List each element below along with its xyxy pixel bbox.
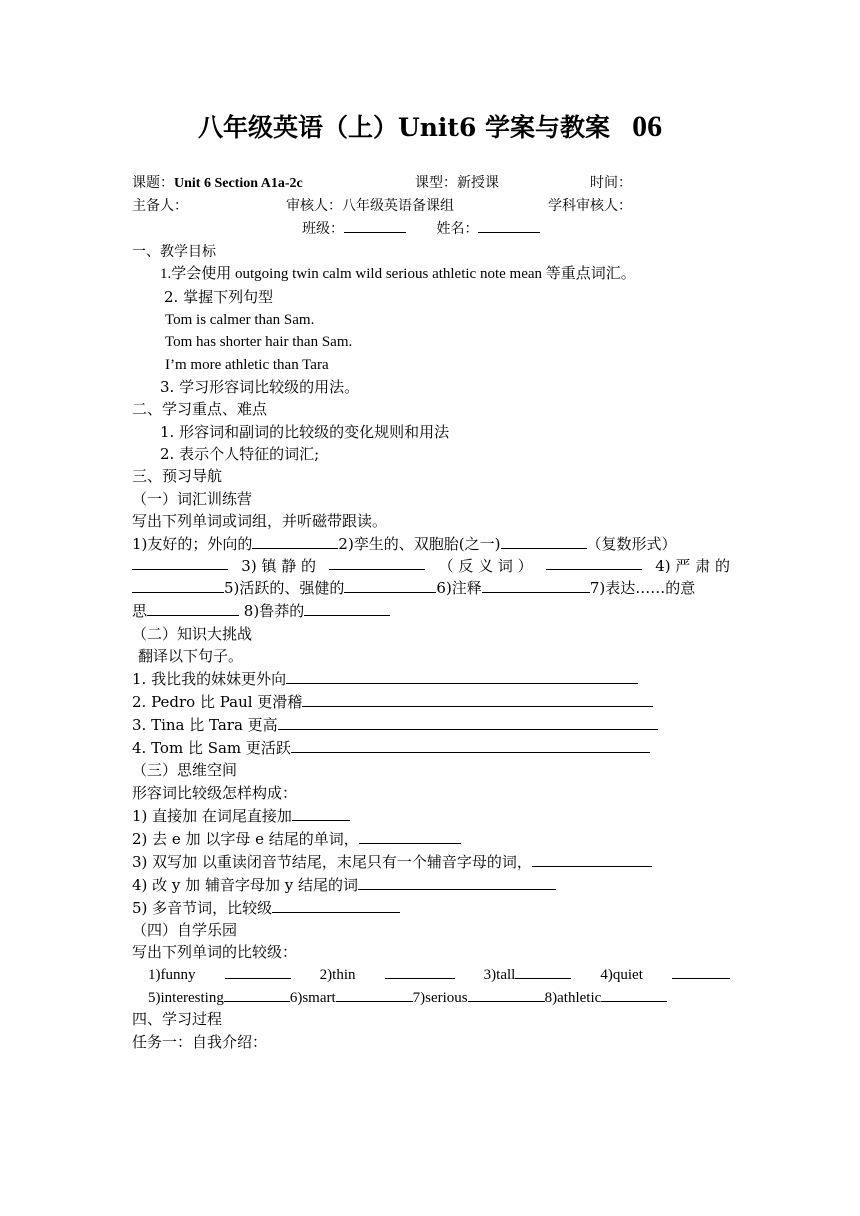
vocab-7-label: 7)表达……的意 — [589, 579, 696, 597]
name-blank[interactable] — [478, 218, 540, 233]
translate-3-text: 3. Tina 比 Tara 更高 — [132, 716, 278, 734]
translate-4-answer-line[interactable] — [407, 738, 650, 753]
translate-1-text: 1. 我比我的妹妹更外向 — [132, 670, 287, 688]
word-5-blank[interactable] — [224, 987, 290, 1002]
translate-3-answer-line[interactable] — [442, 715, 658, 730]
rule-1-blank[interactable] — [292, 806, 350, 821]
objective-3: 3. 学习形容词比较级的用法。 — [160, 378, 360, 396]
sentence-2: Tom has shorter hair than Sam. — [165, 334, 353, 350]
time-label: 时间： — [590, 175, 632, 191]
translate-2 — [132, 692, 653, 712]
rule-2 — [132, 829, 461, 849]
objective-1: 1.学会使用 outgoing twin calm wild serious athletic note mean 等重点词汇。 — [160, 266, 636, 282]
lesson-type: 课型：新授课 — [415, 175, 499, 191]
rule-4 — [132, 875, 556, 895]
course-label: 课题： — [132, 175, 174, 191]
vocab-instruction: 写出下列单词或词组，并听磁带跟读。 — [132, 512, 388, 530]
vocab-5-blank[interactable] — [344, 578, 436, 593]
translate-2-text: 2. Pedro 比 Paul 更滑稽 — [132, 693, 303, 711]
vocab-4-blank[interactable] — [132, 578, 224, 593]
word-1-blank[interactable] — [225, 964, 291, 979]
vocab-subheading: （一）词汇训练营 — [132, 490, 253, 508]
rule-2-text: 2) 去 e 加 以字母 e 结尾的单词， — [132, 830, 359, 848]
vocab-6-blank[interactable] — [482, 578, 590, 593]
class-label: 班级： — [302, 221, 344, 237]
rule-4-text: 4) 改 y 加 辅音字母加 y 结尾的词 — [132, 876, 358, 894]
objective-2: 2. 掌握下列句型 — [164, 288, 274, 306]
section-1-heading: 一、教学目标 — [132, 244, 216, 260]
vocab-8-label: 8)鲁莽的 — [243, 602, 305, 620]
translate-4 — [132, 738, 650, 758]
vocab-7-blank[interactable] — [147, 601, 239, 616]
course-value: Unit 6 Section A1a-2c — [174, 176, 303, 191]
word-8-blank[interactable] — [601, 987, 667, 1002]
vocab-line-3 — [132, 578, 695, 598]
meta-row-1 — [132, 173, 632, 194]
rule-1 — [132, 806, 350, 826]
rule-5 — [132, 898, 400, 918]
class-blank[interactable] — [344, 218, 406, 233]
word-6-blank[interactable] — [336, 987, 413, 1002]
vocab-3-antonym-blank[interactable] — [546, 555, 642, 570]
title-number: 06 — [632, 110, 663, 143]
title-text: 八年级英语（上）Unit6 学案与教案 — [197, 113, 611, 142]
challenge-subheading: （二）知识大挑战 — [132, 625, 253, 643]
preparer-label: 主备人： — [132, 198, 188, 214]
vocab-line-4 — [132, 601, 390, 621]
vocab-2-blank[interactable] — [501, 534, 587, 549]
thinking-subheading: （三）思维空间 — [132, 761, 238, 779]
meta-row-2 — [132, 196, 632, 216]
rule-4-blank[interactable] — [358, 875, 556, 890]
page-title — [0, 108, 860, 144]
word-3-blank[interactable] — [515, 964, 571, 979]
vocab-1-blank[interactable] — [252, 534, 338, 549]
task-1: 任务一：自我介绍： — [132, 1033, 268, 1051]
vocab-7-continued: 思 — [132, 602, 148, 620]
self-study-instruction: 写出下列单词的比较级： — [132, 943, 298, 961]
vocab-4-label: 4) 严 肃 的 — [655, 557, 730, 575]
key-point-1: 1. 形容词和副词的比较级的变化规则和用法 — [160, 423, 450, 441]
translate-3 — [132, 715, 658, 735]
subject-reviewer-label: 学科审核人： — [548, 198, 632, 214]
thinking-instruction: 形容词比较级怎样构成： — [132, 784, 298, 802]
word-4-blank[interactable] — [672, 964, 730, 979]
translate-2-answer-line[interactable] — [438, 692, 653, 707]
sentence-1: Tom is calmer than Sam. — [165, 312, 315, 328]
rule-3-text: 3) 双写加 以重读闭音节结尾，末尾只有一个辅音字母的词， — [132, 853, 532, 871]
rule-1-text: 1) 直接加 在词尾直接加 — [132, 807, 292, 825]
vocab-3-blank[interactable] — [329, 555, 425, 570]
vocab-2-answer-blank[interactable] — [132, 555, 228, 570]
word-2: 2)thin — [319, 967, 356, 983]
translate-1-answer-line[interactable] — [430, 669, 638, 684]
sentence-3: I’m more athletic than Tara — [165, 357, 329, 373]
word-6: 6)smart — [289, 990, 336, 1006]
challenge-instruction: 翻译以下句子。 — [138, 647, 244, 665]
vocab-3-note: （ 反 义 词 ） — [438, 557, 533, 575]
reviewer-label: 审核人：八年级英语备课组 — [286, 198, 454, 214]
comparative-row-1 — [148, 964, 730, 986]
translate-1 — [132, 669, 638, 689]
rule-5-blank[interactable] — [272, 898, 400, 913]
name-label: 姓名： — [436, 221, 479, 237]
word-2-blank[interactable] — [385, 964, 455, 979]
vocab-line-1 — [132, 534, 677, 554]
vocab-6-label: 6)注释 — [436, 579, 482, 597]
vocab-5-label: 5)活跃的、强健的 — [224, 579, 345, 597]
vocab-1-label: 1)友好的；外向的 — [132, 535, 253, 553]
word-5: 5)interesting — [148, 990, 224, 1006]
vocab-8-blank[interactable] — [304, 601, 390, 616]
translate-2-blank[interactable] — [302, 692, 438, 707]
translate-3-blank[interactable] — [278, 715, 442, 730]
word-8: 8)athletic — [544, 990, 602, 1006]
meta-row-3 — [302, 218, 540, 239]
translate-4-blank[interactable] — [291, 738, 407, 753]
word-3: 3)tall — [483, 967, 516, 983]
section-4-heading: 四、学习过程 — [132, 1010, 223, 1028]
rule-5-text: 5) 多音节词，比较级 — [132, 899, 273, 917]
vocab-2-note: （复数形式） — [586, 535, 677, 553]
vocab-3-label: 3) 镇 静 的 — [241, 557, 316, 575]
vocab-2-label: 2)孪生的、双胞胎(之一) — [338, 535, 501, 553]
comparative-row-2 — [148, 987, 667, 1008]
rule-3-blank[interactable] — [532, 852, 652, 867]
section-2-heading: 二、学习重点、难点 — [132, 400, 268, 418]
word-1: 1)funny — [148, 967, 196, 983]
translate-1-blank[interactable] — [286, 669, 430, 684]
self-study-subheading: （四）自学乐园 — [132, 921, 238, 939]
rule-2-blank[interactable] — [359, 829, 461, 844]
word-7-blank[interactable] — [468, 987, 545, 1002]
vocab-line-2 — [132, 555, 730, 577]
section-3-heading: 三、预习导航 — [132, 467, 223, 485]
rule-3 — [132, 852, 652, 872]
translate-4-text: 4. Tom 比 Sam 更活跃 — [132, 739, 291, 757]
word-4: 4)quiet — [600, 967, 643, 983]
key-point-2: 2. 表示个人特征的词汇; — [160, 445, 320, 463]
word-7: 7)serious — [412, 990, 468, 1006]
